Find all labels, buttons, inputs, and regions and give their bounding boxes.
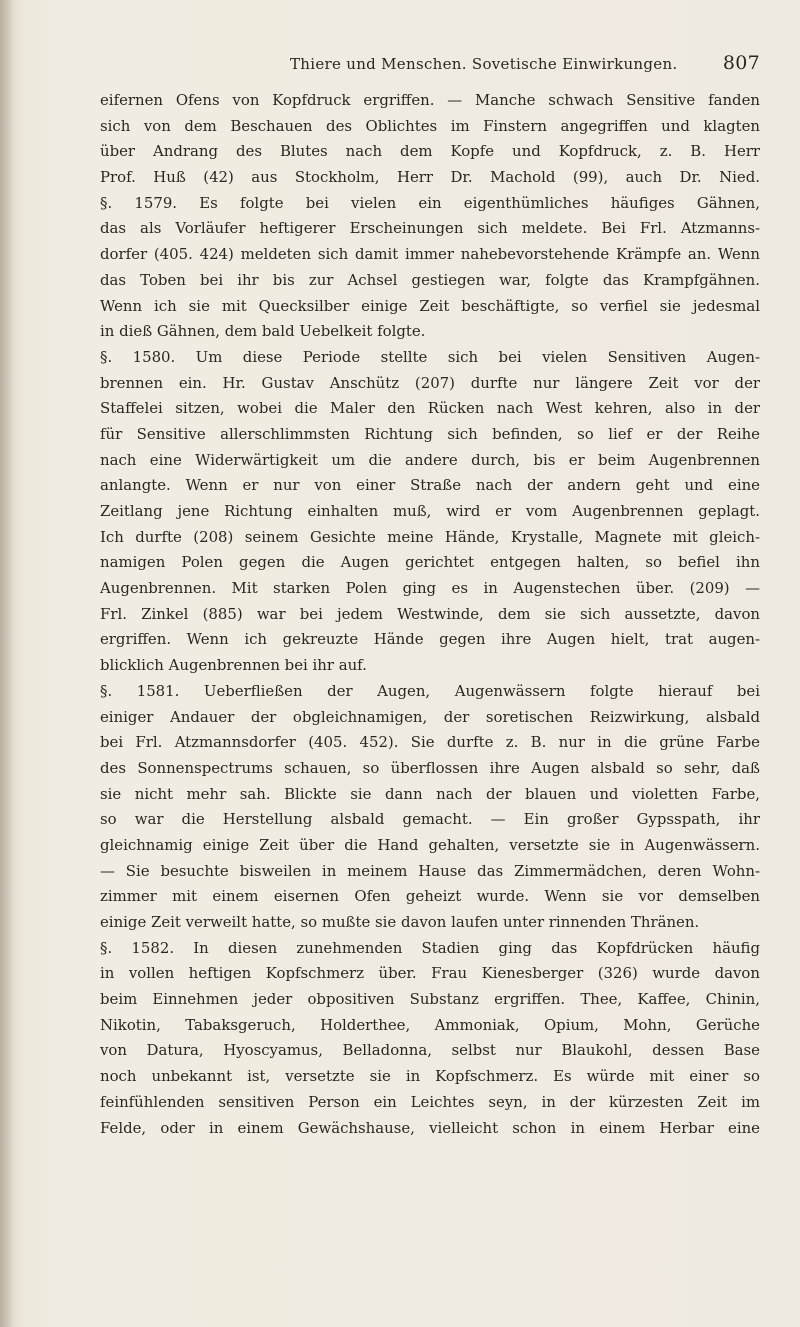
text-line: dorfer (405. 424) meldeten sich damit immer nahebevorstehende Krämpfe an. Wenn bbox=[100, 245, 760, 264]
text-line: nach eine Widerwärtigkeit um die andere durch, bis er beim Augenbrennen bbox=[100, 450, 760, 469]
text-line: das als Vorläufer heftigerer Erscheinungen sich meldete. Bei Frl. Atzmanns- bbox=[100, 219, 760, 238]
text-line: des Sonnenspectrums schauen, so überflossen ihre Augen alsbald so sehr, daß bbox=[100, 758, 760, 777]
text-line: eifernen Ofens von Kopfdruck ergriffen. — Manche schwach Sensitive fanden bbox=[100, 91, 760, 109]
body-text bbox=[100, 88, 760, 1141]
text-line: einiger Andauer der obgleichnamigen, der soretischen Reizwirkung, alsbald bbox=[100, 707, 760, 726]
text-line: Staffelei sitzen, wobei die Maler den Rücken nach West kehren, also in der bbox=[100, 399, 760, 418]
text-line: namigen Polen gegen die Augen gerichtet entgegen halten, so befiel ihn bbox=[100, 553, 760, 572]
page-number: 807 bbox=[722, 52, 760, 74]
text-line: für Sensitive allerschlimmsten Richtung sich befinden, so lief er der Reihe bbox=[100, 424, 760, 443]
text-line: Prof. Huß (42) aus Stockholm, Herr Dr. Machold (99), auch Dr. Nied. bbox=[100, 168, 760, 187]
text-line: ergriffen. Wenn ich gekreuzte Hände gegen ihre Augen hielt, trat augen- bbox=[100, 630, 760, 649]
text-line: brennen ein. Hr. Gustav Anschütz (207) durfte nur längere Zeit vor der bbox=[100, 373, 760, 392]
text-line: beim Einnehmen jeder obpositiven Substanz ergriffen. Thee, Kaffee, Chinin, bbox=[100, 990, 760, 1009]
text-line: Zeitlang jene Richtung einhalten muß, wird er vom Augenbrennen geplagt. bbox=[100, 502, 760, 520]
text-line: §. 1579. Es folgte bei vielen ein eigenthümliches häufiges Gähnen, bbox=[100, 193, 760, 212]
text-line: noch unbekannt ist, versetzte sie in Kopfschmerz. Es würde mit einer so bbox=[100, 1067, 760, 1086]
text-line: §. 1582. In diesen zunehmenden Stadien ging das Kopfdrücken häufig bbox=[100, 938, 760, 957]
text-line: einige Zeit verweilt hatte, so mußte sie davon laufen unter rinnenden Thränen. bbox=[100, 913, 700, 931]
text-line: Augenbrennen. Mit starken Polen ging es in Augenstechen über. (209) — bbox=[100, 579, 760, 598]
text-line: anlangte. Wenn er nur von einer Straße nach der andern geht und eine bbox=[100, 476, 760, 495]
text-line: Felde, oder in einem Gewächshause, vielleicht schon in einem Herbar eine bbox=[100, 1118, 760, 1137]
text-line: bei Frl. Atzmannsdorfer (405. 452). Sie durfte z. B. nur in die grüne Farbe bbox=[100, 733, 760, 752]
running-head-title: Thiere und Menschen. Sovetische Einwirkungen. bbox=[290, 55, 678, 73]
text-line: von Datura, Hyoscyamus, Belladonna, selbst nur Blaukohl, dessen Base bbox=[100, 1041, 760, 1060]
text-line: — Sie besuchte bisweilen in meinem Hause das Zimmermädchen, deren Wohn- bbox=[100, 861, 760, 880]
text-line: Ich durfte (208) seinem Gesichte meine Hände, Krystalle, Magnete mit gleich- bbox=[100, 527, 760, 546]
text-line: blicklich Augenbrennen bei ihr auf. bbox=[100, 656, 367, 675]
text-line: sich von dem Beschauen des Oblichtes im Finstern angegriffen und klagten bbox=[100, 116, 760, 135]
text-line: zimmer mit einem eisernen Ofen geheizt wurde. Wenn sie vor demselben bbox=[100, 887, 760, 906]
binding-shadow bbox=[0, 0, 14, 1327]
text-line: sie nicht mehr sah. Blickte sie dann nach der blauen und violetten Farbe, bbox=[100, 784, 760, 803]
text-line: in dieß Gähnen, dem bald Uebelkeit folgte. bbox=[100, 322, 426, 341]
text-line: §. 1581. Ueberfließen der Augen, Augenwässern folgte hierauf bei bbox=[100, 681, 760, 700]
text-line: gleichnamig einige Zeit über die Hand gehalten, versetzte sie in Augenwässern. bbox=[100, 835, 760, 854]
text-line: Frl. Zinkel (885) war bei jedem Westwinde, dem sie sich aussetzte, davon bbox=[100, 604, 760, 623]
text-line: Nikotin, Tabaksgeruch, Holderthee, Ammoniak, Opium, Mohn, Gerüche bbox=[100, 1015, 760, 1034]
text-line: über Andrang des Blutes nach dem Kopfe und Kopfdruck, z. B. Herr bbox=[100, 142, 760, 161]
text-line: in vollen heftigen Kopfschmerz über. Frau Kienesberger (326) wurde davon bbox=[100, 964, 760, 983]
text-line: §. 1580. Um diese Periode stellte sich bei vielen Sensitiven Augen- bbox=[100, 347, 760, 366]
text-line: das Toben bei ihr bis zur Achsel gestiegen war, folgte das Krampfgähnen. bbox=[100, 270, 760, 289]
text-line: Wenn ich sie mit Quecksilber einige Zeit beschäftigte, so verfiel sie jedesmal bbox=[100, 296, 760, 315]
text-line: feinfühlenden sensitiven Person ein Leichtes seyn, in der kürzesten Zeit im bbox=[100, 1092, 760, 1111]
text-line: so war die Herstellung alsbald gemacht. — Ein großer Gypsspath, ihr bbox=[100, 810, 760, 829]
